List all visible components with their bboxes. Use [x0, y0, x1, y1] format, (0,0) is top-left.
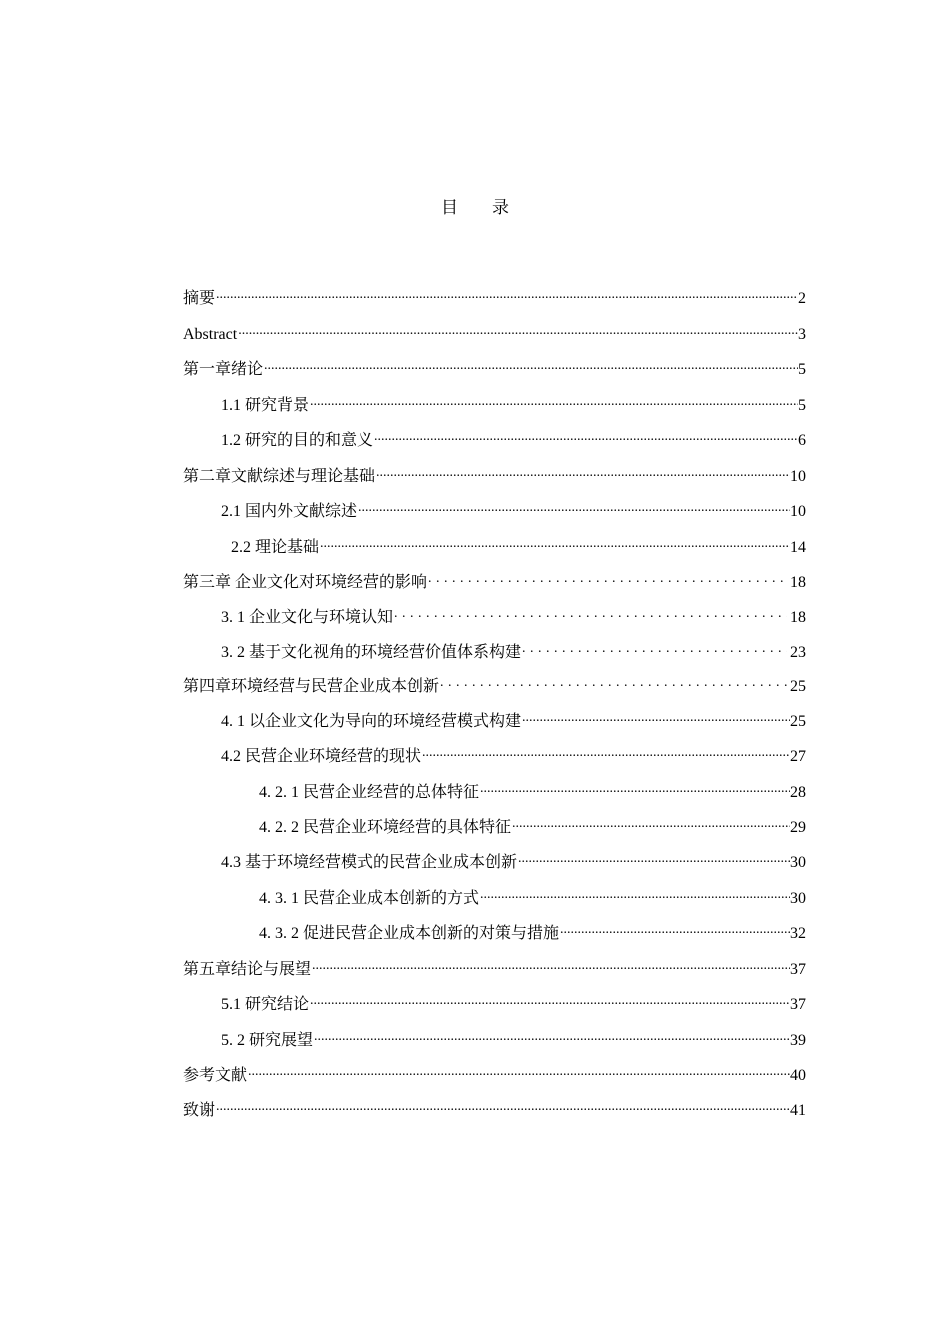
toc-entry[interactable]	[221, 1029, 806, 1051]
toc-entry-label: 4.2 民营企业环境经营的现状	[221, 748, 422, 765]
toc-entry-page-number: 5	[798, 361, 806, 378]
toc-dot-leader	[512, 816, 790, 832]
toc-entry-page-number: 3	[798, 326, 806, 343]
toc-dot-leader	[310, 993, 790, 1009]
toc-entry-label: 致谢	[183, 1102, 216, 1119]
toc-dot-leader	[480, 887, 790, 903]
toc-dot-leader	[422, 745, 790, 761]
toc-dot-leader	[394, 606, 787, 622]
toc-dot-leader	[522, 641, 787, 657]
toc-entry-label: 3. 1 企业文化与环境认知	[221, 609, 394, 626]
toc-dot-leader	[314, 1029, 790, 1045]
toc-entry-page-number: 25	[790, 678, 806, 695]
toc-entry-label: 第三章 企业文化对环境经营的影响	[183, 574, 428, 591]
toc-entry-page-number: 5	[798, 397, 806, 414]
toc-entry-page-number: 27	[790, 748, 806, 765]
toc-entry-page-number: 39	[790, 1032, 806, 1049]
toc-entry-label: 1.2 研究的目的和意义	[221, 432, 374, 449]
toc-entry-page-number: 6	[798, 432, 806, 449]
toc-entry-label: 参考文献	[183, 1067, 248, 1084]
toc-dot-leader	[522, 710, 790, 726]
toc-entry[interactable]	[183, 323, 806, 345]
toc-entry-label: 4. 2. 2 民营企业环境经营的具体特征	[259, 819, 512, 836]
toc-entry[interactable]	[183, 465, 806, 487]
toc-entry-label: 1.1 研究背景	[221, 397, 310, 414]
toc-entry-page-number: 2	[798, 290, 806, 307]
toc-entry-label: 2.1 国内外文献综述	[221, 503, 358, 520]
toc-dot-leader	[480, 781, 790, 797]
toc-dot-leader	[310, 394, 798, 410]
toc-entry-page-number: 30	[790, 890, 806, 907]
toc-entry[interactable]	[183, 287, 806, 309]
toc-entry-label: 4. 2. 1 民营企业经营的总体特征	[259, 784, 480, 801]
toc-entry-page-number: 41	[790, 1102, 806, 1119]
toc-entry-page-number: 18	[790, 609, 806, 626]
toc-entry[interactable]	[221, 429, 806, 451]
toc-entry[interactable]	[221, 394, 806, 416]
toc-entry-page-number: 37	[790, 961, 806, 978]
page-title	[0, 196, 950, 220]
page-title-char-1: 目	[441, 198, 458, 217]
toc-entry[interactable]	[221, 710, 806, 732]
toc-entry-label: 5.1 研究结论	[221, 996, 310, 1013]
toc-entry-label: 4. 3. 2 促进民营企业成本创新的对策与措施	[259, 925, 560, 942]
toc-entry[interactable]	[183, 958, 806, 980]
toc-entry[interactable]	[259, 781, 806, 803]
toc-dot-leader	[440, 675, 787, 691]
toc-entry[interactable]	[221, 993, 806, 1015]
toc-dot-leader	[312, 958, 790, 974]
toc-dot-leader	[264, 358, 798, 374]
toc-entry[interactable]	[183, 1064, 806, 1086]
toc-entry-page-number: 14	[790, 539, 806, 556]
toc-entry[interactable]	[259, 816, 806, 838]
toc-dot-leader	[358, 500, 790, 516]
toc-dot-leader	[428, 571, 787, 587]
toc-dot-leader	[238, 323, 798, 339]
toc-entry-label: 第四章环境经营与民营企业成本创新	[183, 678, 440, 695]
toc-entry[interactable]	[183, 571, 806, 593]
toc-entry-page-number: 30	[790, 854, 806, 871]
toc-entry[interactable]	[221, 500, 806, 522]
toc-entry-label: 2.2 理论基础	[231, 539, 320, 556]
toc-entry-label: 4. 3. 1 民营企业成本创新的方式	[259, 890, 480, 907]
toc-entry-page-number: 10	[790, 503, 806, 520]
toc-dot-leader	[376, 465, 790, 481]
toc-entry-label: 4. 1 以企业文化为导向的环境经营模式构建	[221, 713, 522, 730]
toc-entry-label: 第五章结论与展望	[183, 961, 312, 978]
toc-dot-leader	[216, 287, 798, 303]
toc-entry-page-number: 40	[790, 1067, 806, 1084]
toc-dot-leader	[374, 429, 798, 445]
toc-entry-label: 第一章绪论	[183, 361, 264, 378]
toc-entry-page-number: 29	[790, 819, 806, 836]
toc-dot-leader	[560, 922, 790, 938]
toc-entry-page-number: 23	[790, 644, 806, 661]
toc-dot-leader	[248, 1064, 790, 1080]
toc-entry[interactable]	[221, 606, 806, 628]
toc-entry-page-number: 28	[790, 784, 806, 801]
toc-entry-page-number: 18	[790, 574, 806, 591]
toc-entry-label: Abstract	[183, 326, 238, 343]
toc-entry-page-number: 10	[790, 468, 806, 485]
toc-entry[interactable]	[183, 1099, 806, 1121]
toc-entry[interactable]	[259, 887, 806, 909]
toc-entry[interactable]	[259, 922, 806, 944]
toc-dot-leader	[216, 1099, 790, 1115]
toc-entry[interactable]	[221, 851, 806, 873]
toc-entry[interactable]	[183, 358, 806, 380]
toc-entry-label: 第二章文献综述与理论基础	[183, 468, 376, 485]
toc-dot-leader	[518, 851, 790, 867]
toc-entry-page-number: 32	[790, 925, 806, 942]
toc-entry[interactable]	[221, 745, 806, 767]
toc-dot-leader	[320, 536, 790, 552]
toc-entry[interactable]	[183, 675, 806, 697]
toc-entry-page-number: 37	[790, 996, 806, 1013]
toc-entry-page-number: 25	[790, 713, 806, 730]
toc-entry-label: 4.3 基于环境经营模式的民营企业成本创新	[221, 854, 518, 871]
toc-entry-label: 摘要	[183, 290, 216, 307]
toc-entry[interactable]	[221, 641, 806, 663]
page-title-char-2: 录	[492, 198, 509, 217]
toc-entry-label: 3. 2 基于文化视角的环境经营价值体系构建	[221, 644, 522, 661]
toc-entry[interactable]	[231, 536, 806, 558]
toc-entry-label: 5. 2 研究展望	[221, 1032, 314, 1049]
